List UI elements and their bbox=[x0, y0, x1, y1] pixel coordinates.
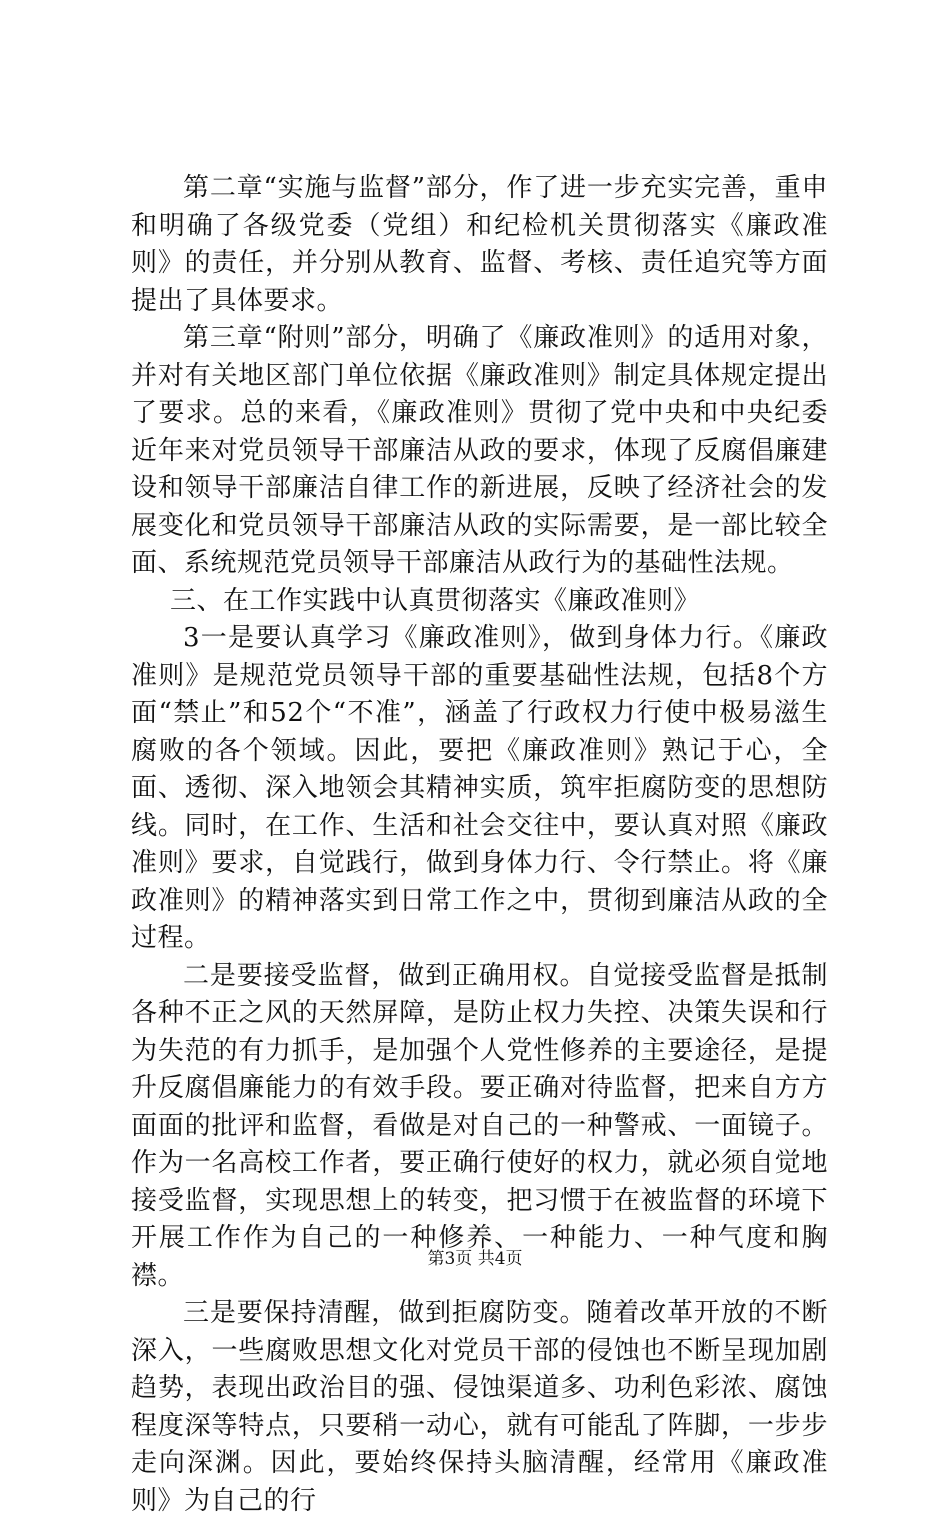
section-heading: 三、在工作实践中认真贯彻落实《廉政准则》 bbox=[170, 585, 701, 616]
page-number-footer: 第3页 共4页 bbox=[427, 1249, 523, 1269]
document-body bbox=[131, 170, 828, 1520]
paragraph-point-one: 3一是要认真学习《廉政准则》，做到身体力行。《廉政准则》是规范党员领导干部的重要基础性法规，包括8个方面“禁止”和52个“不准”，涵盖了行政权力行使中极易滋生腐败的各个领域。因此，要把《廉政准则》熟记于心，全面、透彻、深入地领会其精神实质，筑牢拒腐防变的思想防线。同时，在工作、生活和社会交往中，要认真对照《廉政准则》要求，自觉践行，做到身体力行、令行禁止。将《廉政准则》的精神落实到日常工作之中，贯彻到廉洁从政的全过程。 bbox=[131, 623, 828, 953]
paragraph-chapter-three: 第三章“附则”部分，明确了《廉政准则》的适用对象，并对有关地区部门单位依据《廉政准则》制定具体规定提出了要求。总的来看，《廉政准则》贯彻了党中央和中央纪委近年来对党员领导干部廉洁从政的要求，体现了反腐倡廉建设和领导干部廉洁自律工作的新进展，反映了经济社会的发展变化和党员领导干部廉洁从政的实际需要，是一部比较全面、系统规范党员领导干部廉洁从政行为的基础性法规。 bbox=[131, 323, 828, 578]
paragraph-point-two: 二是要接受监督，做到正确用权。自觉接受监督是抵制各种不正之风的天然屏障，是防止权力失控、决策失误和行为失范的有力抓手，是加强个人党性修养的主要途径，是提升反腐倡廉能力的有效手段。要正确对待监督，把来自方方面面的批评和监督，看做是对自己的一种警戒、一面镜子。作为一名高校工作者，要正确行使好的权力，就必须自觉地接受监督，实现思想上的转变，把习惯于在被监督的环境下开展工作作为自己的一种修养、一种能力、一种气度和胸襟。 bbox=[131, 960, 828, 1291]
paragraph-point-three: 三是要保持清醒，做到拒腐防变。随着改革开放的不断深入，一些腐败思想文化对党员干部的侵蚀也不断呈现加剧趋势，表现出政治目的强、侵蚀渠道多、功利色彩浓、腐蚀程度深等特点，只要稍一动心，就有可能乱了阵脚，一步步走向深渊。因此，要始终保持头脑清醒，经常用《廉政准则》为自己的行 bbox=[131, 1298, 828, 1516]
paragraph-chapter-two: 第二章“实施与监督”部分，作了进一步充实完善，重申和明确了各级党委（党组）和纪检机关贯彻落实《廉政准则》的责任，并分别从教育、监督、考核、责任追究等方面提出了具体要求。 bbox=[131, 173, 828, 316]
